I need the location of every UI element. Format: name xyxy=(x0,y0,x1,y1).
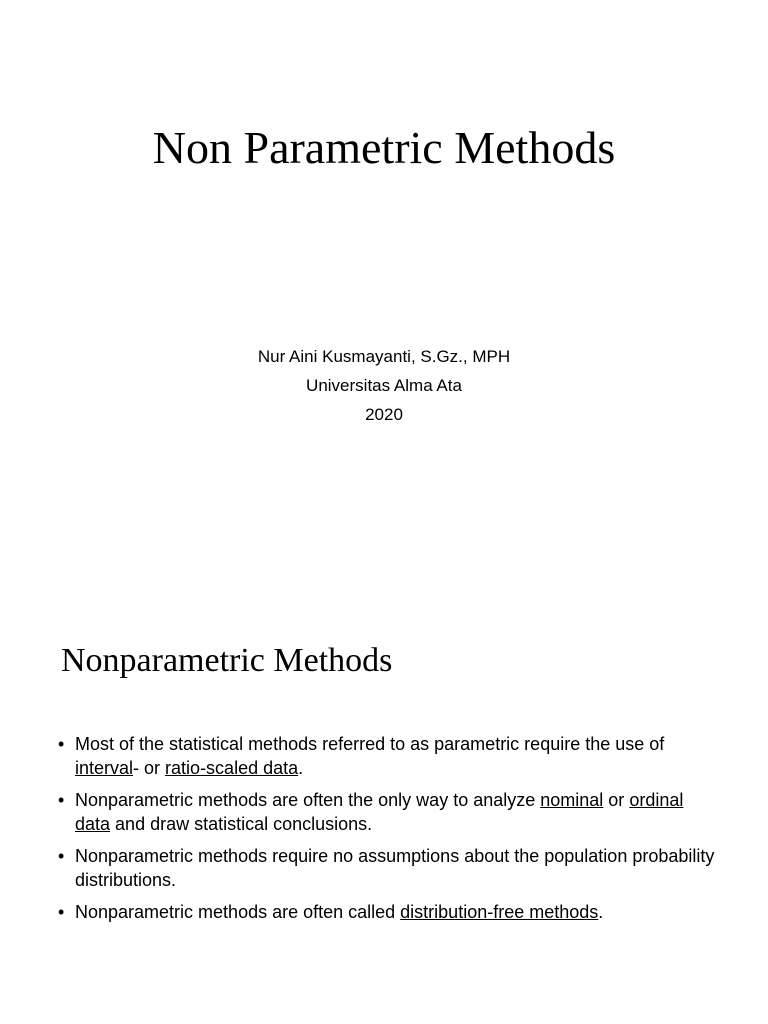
content-slide xyxy=(0,576,768,1024)
bullet-text: Most of the statistical methods referred to as parametric require the use of xyxy=(75,734,665,754)
bullet-text: . xyxy=(298,758,304,778)
bullet-text: - or xyxy=(133,758,166,778)
bullet-text: . xyxy=(598,902,604,922)
underlined-term: ratio-scaled data xyxy=(165,758,299,778)
bullet-item xyxy=(58,900,718,924)
bullet-item xyxy=(58,732,718,780)
bullet-icon: • xyxy=(58,902,65,922)
subtitle-block xyxy=(0,342,768,429)
bullet-text: Nonparametric methods require no assumptions about the population probability distributions. xyxy=(75,846,715,890)
year: 2020 xyxy=(365,405,403,424)
underlined-term: nominal xyxy=(540,790,604,810)
underlined-term: interval xyxy=(75,758,134,778)
bullet-text: or xyxy=(603,790,630,810)
underlined-term: ordinal data xyxy=(75,790,684,834)
bullet-text: Nonparametric methods are often called xyxy=(75,902,401,922)
bullet-item xyxy=(58,788,718,836)
bullet-list xyxy=(58,732,718,932)
slide-title: Non Parametric Methods xyxy=(152,122,616,173)
institution-name: Universitas Alma Ata xyxy=(306,376,462,395)
bullet-item xyxy=(58,844,718,892)
bullet-icon: • xyxy=(58,846,65,866)
author-name: Nur Aini Kusmayanti, S.Gz., MPH xyxy=(257,347,511,366)
slide-title: Nonparametric Methods xyxy=(61,642,393,679)
bullet-text: Nonparametric methods are often the only way to analyze xyxy=(75,790,541,810)
bullet-text: and draw statistical conclusions. xyxy=(110,814,373,834)
underlined-term: distribution-free methods xyxy=(400,902,599,922)
bullet-icon: • xyxy=(58,790,65,810)
bullet-icon: • xyxy=(58,734,65,754)
